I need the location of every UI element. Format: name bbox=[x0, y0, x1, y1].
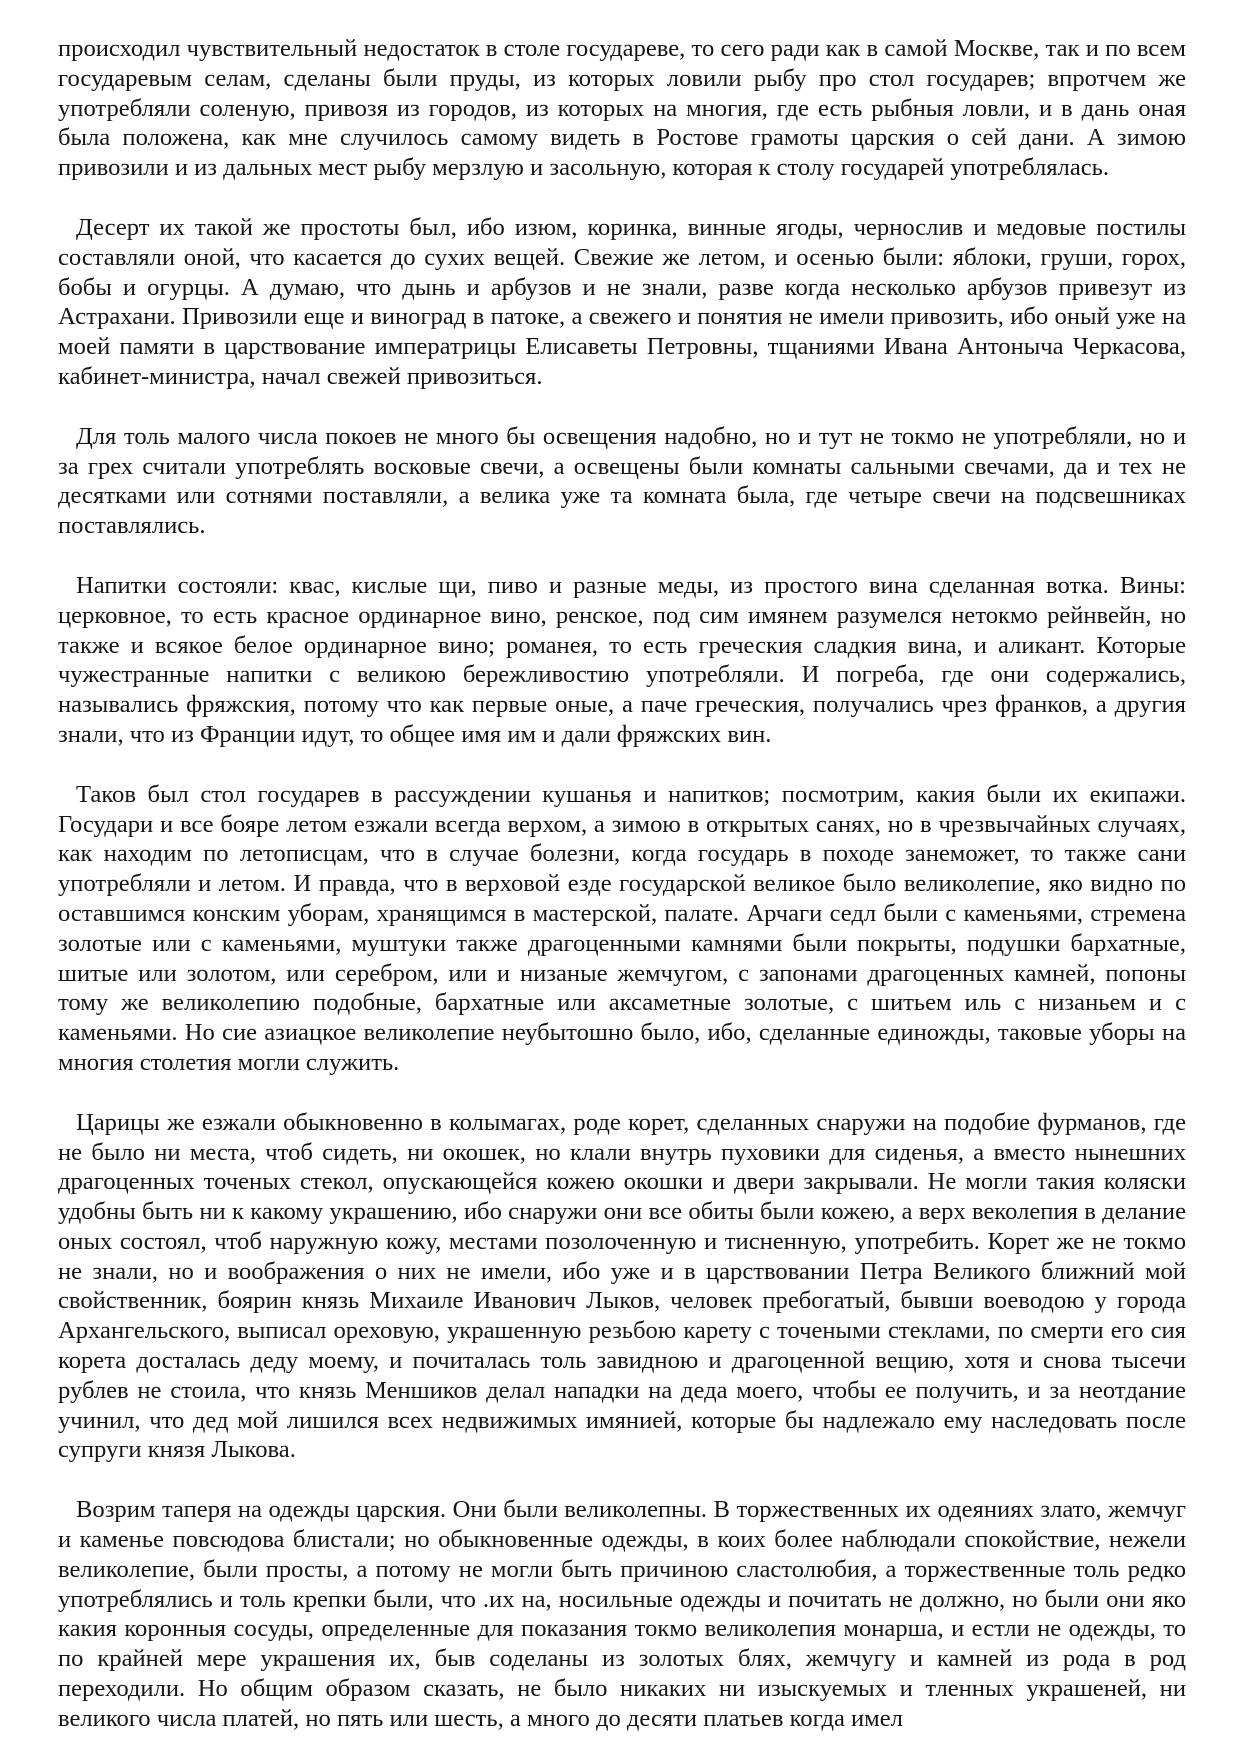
document-page bbox=[58, 34, 1186, 1764]
paragraph-7: Возрим таперя на одежды царския. Они были великолепны. В торжественных их одеяниях злато, жемчуг и каменье повсюдова блистали; но обыкновенные одежды, в коих более наблюдали спокойствие, нежели великолепие, были просты, а потому не могли быть причиною сластолюбия, а торжественные толь редко употреблялись и толь крепки были, что .их на, носильные одежды и почитать не должно, но были они яко какия коронныя сосуды, определенные для показания токмо великолепия монарша, и естли не одежды, то по крайней мере украшения их, быв соделаны из золотых блях, жемчугу и камней из рода в род переходили. Но общим образом сказать, не было никаких ни изыскуемых и тленных украшеней, ни великого числа платей, но пять или шесть, а много до десяти платьев когда имел bbox=[58, 1496, 1186, 1732]
paragraph-6: Царицы же езжали обыкновенно в колымагах, роде корет, сделанных снаружи на подобие фурманов, где не было ни места, чтоб сидеть, ни окошек, но клали внутрь пуховики для сиденья, а вместо нынешних драгоценных точеных стекол, опускающейся кожею окошки и двери закрывали. Не могли такия коляски удобны быть ни к какому украшению, ибо снаружи они все обиты были кожею, а верх веколепия в делание оных состоял, чтоб наружную кожу, местами позолоченную и тисненную, употребить. Корет же не токмо не знали, но и воображения о них не имели, ибо уже и в царствовании Петра Великого ближний мой свойственник, боярин князь Михаиле Иванович Лыков, человек пребогатый, бывши воеводою у города Архангельского, выписал ореховую, украшенную резьбою карету с точеными стеклами, по смерти его сия корета досталась деду моему, и почиталась толь завидною и драгоценной вещию, хотя и снова тысечи рублев не стоила, что князь Меншиков делал нападки на деда моего, чтобы ее получить, и за неотдание учинил, что дед мой лишился всех недвижимых имянией, которые бы надлежало ему наследовать после супруги князя Лыкова. bbox=[58, 1108, 1186, 1464]
paragraph-3: Для толь малого числа покоев не много бы освещения надобно, но и тут не токмо не употребляли, но и за грех считали употреблять восковые свечи, а освещены были комнаты сальными свечами, да и тех не десятками или сотнями поставляли, а велика уже та комната была, где четыре свечи на подсвешниках поставлялись. bbox=[58, 422, 1186, 540]
paragraph-1: происходил чувствительный недостаток в столе государеве, то сего ради как в самой Москве, так и по всем государевым селам, сделаны были пруды, из которых ловили рыбу про стол государев; впротчем же употребляли соленую, привозя из городов, из которых на многия, где есть рыбныя ловли, и в дань оная была положена, как мне случилось самому видеть в Ростове грамоты царския о сей дани. А зимою привозили и из дальных мест рыбу мерзлую и засольную, которая к столу государей употреблялась. bbox=[58, 35, 1186, 182]
paragraph-5: Таков был стол государев в рассуждении кушанья и напитков; посмотрим, какия были их екипажи. Государи и все бояре летом езжали всегда верхом, а зимою в открытых санях, но в чрезвычайных случаях, как находим по летописцам, что в случае болезни, когда государь в походе занеможет, то также сани употребляли и летом. И правда, что в верховой езде государской великое было великолепие, яко видно по оставшимся конским уборам, хранящимся в мастерской, палате. Арчаги седл были с каменьями, стремена золотые или с каменьями, муштуки также драгоценными камнями были покрыты, подушки бархатные, шитые или золотом, или серебром, или и низаные жемчугом, с запонами драгоценных камней, попоны тому же великолепию подобные, бархатные или аксаметные золотые, с шитьем иль с низаньем и с каменьями. Но сие азиацкое великолепие неубытошно было, ибо, сделанные единожды, таковые уборы на многия столетия могли служить. bbox=[58, 780, 1186, 1076]
paragraph-4: Напитки состояли: квас, кислые щи, пиво и разные меды, из простого вина сделанная вотка. Вины: церковное, то есть красное ординарное вино, ренское, под сим имянем разумелся нетокмо рейнвейн, но также и всякое белое ординарное вино; романея, то есть греческия сладкия вина, и аликант. Которые чужестранные напитки с великою бережливостию употребляли. И погреба, где они содержались, назывались фряжския, потому что как первые оные, а паче греческия, получались чрез франков, а другия знали, что из Франции идут, то общее имя им и дали фряжских вин. bbox=[58, 571, 1186, 748]
paragraph-2: Десерт их такой же простоты был, ибо изюм, коринка, винные ягоды, чернослив и медовые постилы составляли оной, что касается до сухих вещей. Свежие же летом, и осенью были: яблоки, груши, горох, бобы и огурцы. А думаю, что дынь и арбузов и не знали, разве когда несколько арбузов привезут из Астрахани. Привозили еще и виноград в патоке, а свежего и понятия не имели привозить, ибо оный уже на моей памяти в царствование императрицы Елисаветы Петровны, тщаниями Ивана Антоныча Черкасова, кабинет-министра, начал свежей привозиться. bbox=[58, 213, 1186, 390]
